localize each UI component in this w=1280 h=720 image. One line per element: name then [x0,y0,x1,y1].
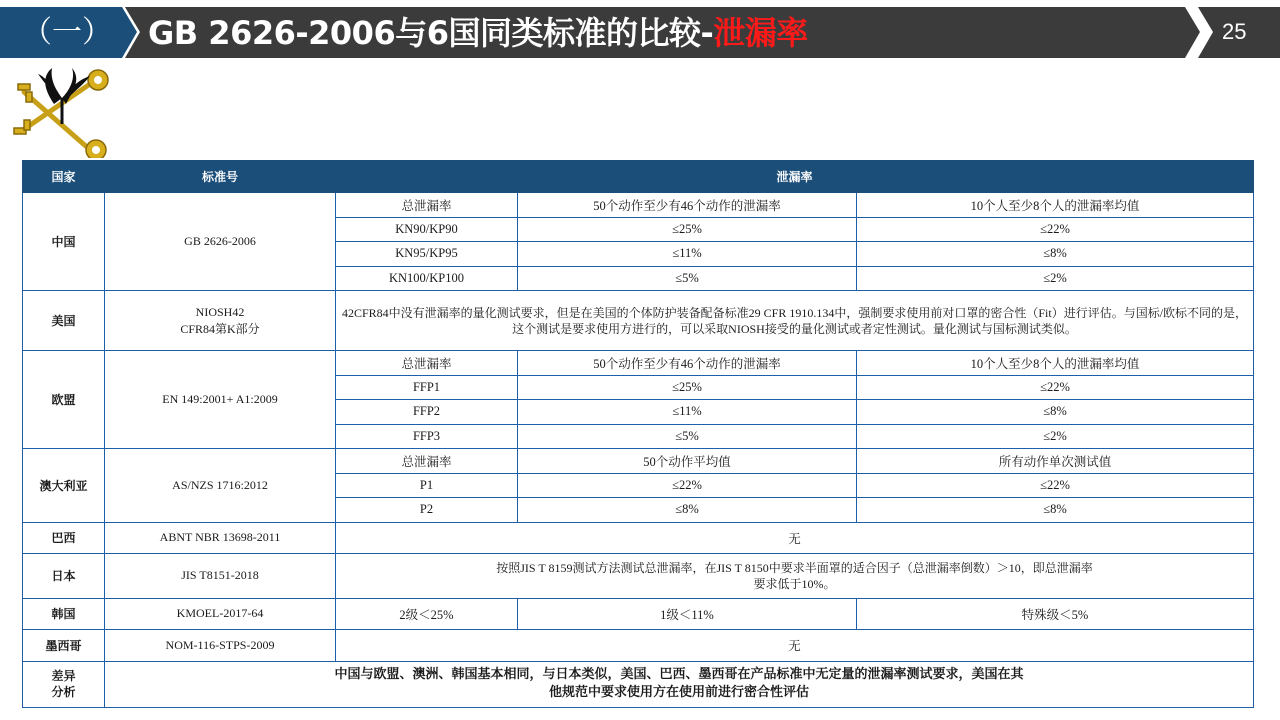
table-row [23,522,1254,553]
customs-emblem-logo [10,62,118,158]
table-header-row [23,161,1254,193]
table-cell: ≤22% [857,473,1254,498]
table-row [23,661,1254,707]
table-cell: ≤2% [857,266,1254,291]
standard-japan: JIS T8151-2018 [105,553,336,598]
table-row [23,449,1254,474]
table-cell: ≤25% [518,217,857,242]
country-usa: 美国 [23,291,105,351]
country-eu: 欧盟 [23,351,105,449]
japan-note [336,553,1254,598]
page-title [148,12,808,54]
table-cell: P2 [336,498,518,523]
country-australia: 澳大利亚 [23,449,105,523]
table-cell: 50个动作平均值 [518,449,857,474]
table-row [23,598,1254,629]
standard-australia: AS/NZS 1716:2012 [105,449,336,523]
table-cell: ≤22% [518,473,857,498]
country-japan: 日本 [23,553,105,598]
country-korea: 韩国 [23,598,105,629]
header-standard: 标准号 [105,161,336,193]
table-cell: ≤8% [857,242,1254,267]
table-cell: 50个动作至少有46个动作的泄漏率 [518,193,857,218]
page-number: 25 [1222,19,1247,44]
table-row [23,193,1254,218]
table-row [23,291,1254,351]
standard-usa [105,291,336,351]
table-cell: ≤8% [857,400,1254,425]
table-cell: 2级＜25% [336,598,518,629]
country-mexico: 墨西哥 [23,629,105,661]
table-cell: 10个人至少8个人的泄漏率均值 [857,193,1254,218]
brazil-note: 无 [336,522,1254,553]
table-cell: 50个动作至少有46个动作的泄漏率 [518,351,857,376]
summary-label-text: 差异分析 [51,669,76,699]
standard-usa-line2: CFR84第K部分 [180,321,260,336]
mexico-note: 无 [336,629,1254,661]
standard-mexico: NOM-116-STPS-2009 [105,629,336,661]
section-number: （一） [22,15,112,50]
table-cell: ≤5% [518,424,857,449]
table-cell: KN90/KP90 [336,217,518,242]
header-leakage: 泄漏率 [336,161,1254,193]
standard-usa-line1: NIOSH42 [195,304,245,319]
japan-note-text: 按照JIS T 8159测试方法测试总泄漏率，在JIS T 8150中要求半面罩的适合因子（总泄漏率倒数）＞10，即总泄漏率要求低于10%。 [496,560,1093,591]
table-cell: ≤8% [518,498,857,523]
header-country: 国家 [23,161,105,193]
summary-label [23,661,105,707]
page-title-main: GB 2626-2006与6国同类标准的比较- [148,14,714,52]
table-cell: 总泄漏率 [336,193,518,218]
table-cell: ≤25% [518,375,857,400]
table-cell: ≤5% [518,266,857,291]
table-cell: 总泄漏率 [336,449,518,474]
table-cell: ≤11% [518,400,857,425]
table-cell: KN100/KP100 [336,266,518,291]
country-china: 中国 [23,193,105,291]
table-cell: ≤11% [518,242,857,267]
page-title-highlight: 泄漏率 [713,14,808,52]
standard-eu: EN 149:2001+ A1:2009 [105,351,336,449]
table-cell: 1级＜11% [518,598,857,629]
table-cell: ≤2% [857,424,1254,449]
standard-china: GB 2626-2006 [105,193,336,291]
table-row [23,629,1254,661]
table-cell: P1 [336,473,518,498]
table-cell: FFP1 [336,375,518,400]
standard-korea: KMOEL-2017-64 [105,598,336,629]
summary-text-body: 中国与欧盟、澳洲、韩国基本相同，与日本类似，美国、巴西、墨西哥在产品标准中无定量的泄漏率测试要求，美国在其他规范中要求使用方在使用前进行密合性评估 [334,667,1024,700]
table-cell: 特殊级＜5% [857,598,1254,629]
table-cell: 总泄漏率 [336,351,518,376]
summary-text [105,661,1254,707]
table-cell: 10个人至少8个人的泄漏率均值 [857,351,1254,376]
standard-brazil: ABNT NBR 13698-2011 [105,522,336,553]
country-brazil: 巴西 [23,522,105,553]
table-cell: ≤8% [857,498,1254,523]
title-bar [0,0,1280,58]
table-cell: ≤22% [857,375,1254,400]
leakage-comparison-table [22,160,1254,708]
table-cell: 所有动作单次测试值 [857,449,1254,474]
table-cell: FFP3 [336,424,518,449]
table-row [23,553,1254,598]
table-cell: KN95/KP95 [336,242,518,267]
usa-note: 42CFR84中没有泄漏率的量化测试要求，但是在美国的个体防护装备配备标准29 CFR 1910.134中，强制要求使用前对口罩的密合性（Fit）进行评估。与国标/欧标不同的是，这个测试是要求使用方进行的，可以采取NIOSH接受的量化测试或者定性测试。量化测试与国标测试类似。 [336,291,1254,351]
table-cell: ≤22% [857,217,1254,242]
table-cell: FFP2 [336,400,518,425]
table-row [23,351,1254,376]
